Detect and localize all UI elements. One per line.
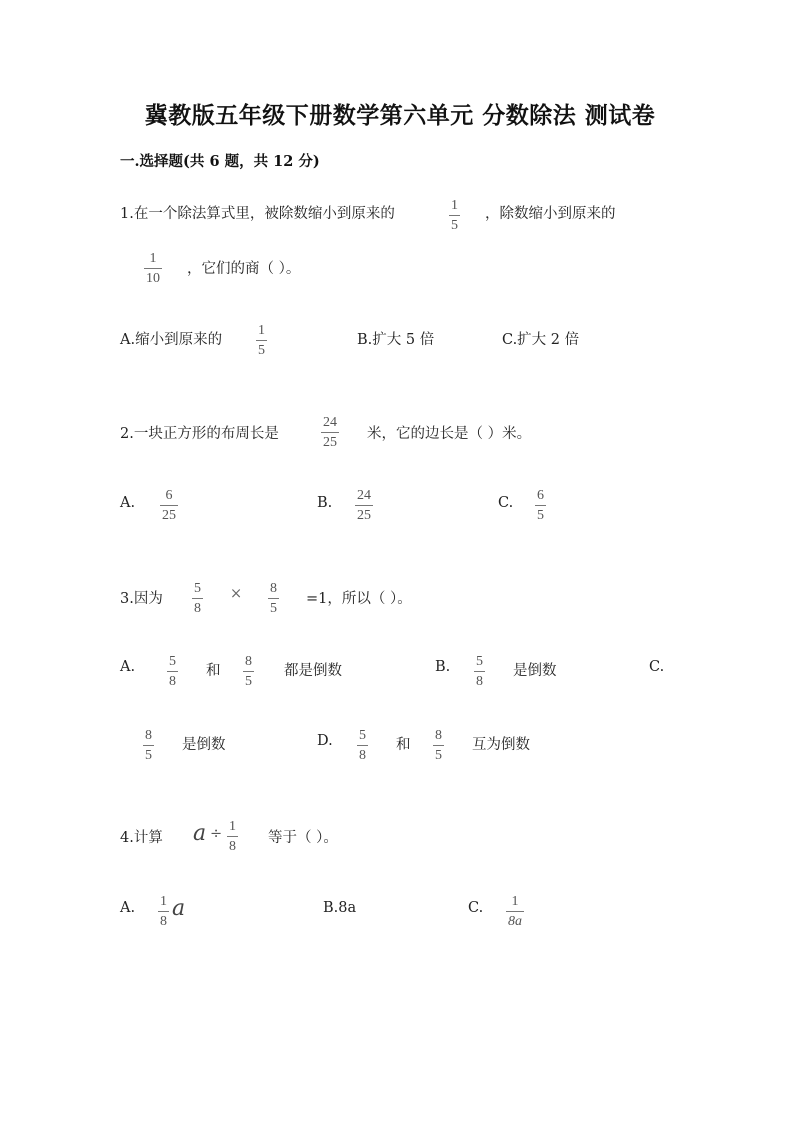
q4-option-c: C. <box>468 900 484 916</box>
q4-option-c-fraction: 1 8a <box>508 894 522 929</box>
q3-option-d: D. <box>317 733 333 749</box>
section-heading: 一.选择题(共 6 题，共 12 分) <box>120 153 320 170</box>
q1-option-b: B.扩大 5 倍 <box>357 332 435 348</box>
times-sign: × <box>230 586 243 602</box>
q1-fraction-one-fifth: 1 5 <box>451 198 458 233</box>
q3-option-d-fraction-1: 5 8 <box>359 728 366 763</box>
q3-option-b-fraction: 5 8 <box>476 654 483 689</box>
q4-option-a-variable: a <box>172 896 186 921</box>
q2-option-a: A. <box>120 495 136 511</box>
q3-option-a-fraction-2: 8 5 <box>245 654 252 689</box>
q3-stem-part-2: =1，所以（ ）。 <box>306 591 412 607</box>
q3-option-a-and: 和 <box>206 663 221 679</box>
q3-fraction-2: 8 5 <box>270 581 277 616</box>
q3-option-d-text: 互为倒数 <box>472 737 530 753</box>
q2-stem-part-2: 米，它的边长是（ ）米。 <box>367 426 532 442</box>
q3-stem-part-1: 3.因为 <box>120 591 163 607</box>
q4-stem-part-2: 等于（ ）。 <box>268 830 338 846</box>
q3-option-d-fraction-2: 8 5 <box>435 728 442 763</box>
q4-option-a-fraction: 1 8 <box>160 894 167 929</box>
q2-option-a-fraction: 6 25 <box>162 488 176 523</box>
q4-option-b: B.8a <box>323 900 357 916</box>
q1-option-a-fraction: 1 5 <box>258 323 265 358</box>
q2-stem-part-1: 2.一块正方形的布周长是 <box>120 426 279 442</box>
q3-option-a-fraction-1: 5 8 <box>169 654 176 689</box>
q3-fraction-1: 5 8 <box>194 581 201 616</box>
q3-option-a: A. <box>120 659 136 675</box>
q4-option-a: A. <box>120 900 136 916</box>
q1-option-a: A.缩小到原来的 <box>120 332 223 348</box>
q3-option-b: B. <box>435 659 451 675</box>
q2-option-b: B. <box>317 495 333 511</box>
q3-option-a-text: 都是倒数 <box>284 663 342 679</box>
q3-option-d-and: 和 <box>396 737 411 753</box>
division-sign: ÷ <box>210 826 223 842</box>
page-title: 冀教版五年级下册数学第六单元 分数除法 测试卷 <box>144 102 656 129</box>
q1-option-c: C.扩大 2 倍 <box>502 332 580 348</box>
q1-stem-part-3: ，它们的商（ ）。 <box>187 261 301 277</box>
q3-option-c-text: 是倒数 <box>182 737 226 753</box>
q4-stem-part-1: 4.计算 <box>120 830 163 846</box>
q3-option-c-fraction: 8 5 <box>145 728 152 763</box>
q4-expression-variable: a <box>193 821 207 846</box>
q1-fraction-one-tenth: 1 10 <box>146 251 160 286</box>
q3-option-b-text: 是倒数 <box>513 663 557 679</box>
q4-expression-fraction: 1 8 <box>229 819 236 854</box>
q2-option-b-fraction: 24 25 <box>357 488 371 523</box>
q1-stem-part-1: 1.在一个除法算式里，被除数缩小到原来的 <box>120 206 395 222</box>
q2-fraction: 24 25 <box>323 415 337 450</box>
q3-option-c: C. <box>649 659 665 675</box>
q1-stem-part-2: ，除数缩小到原来的 <box>485 206 616 222</box>
q2-option-c: C. <box>498 495 514 511</box>
q2-option-c-fraction: 6 5 <box>537 488 544 523</box>
